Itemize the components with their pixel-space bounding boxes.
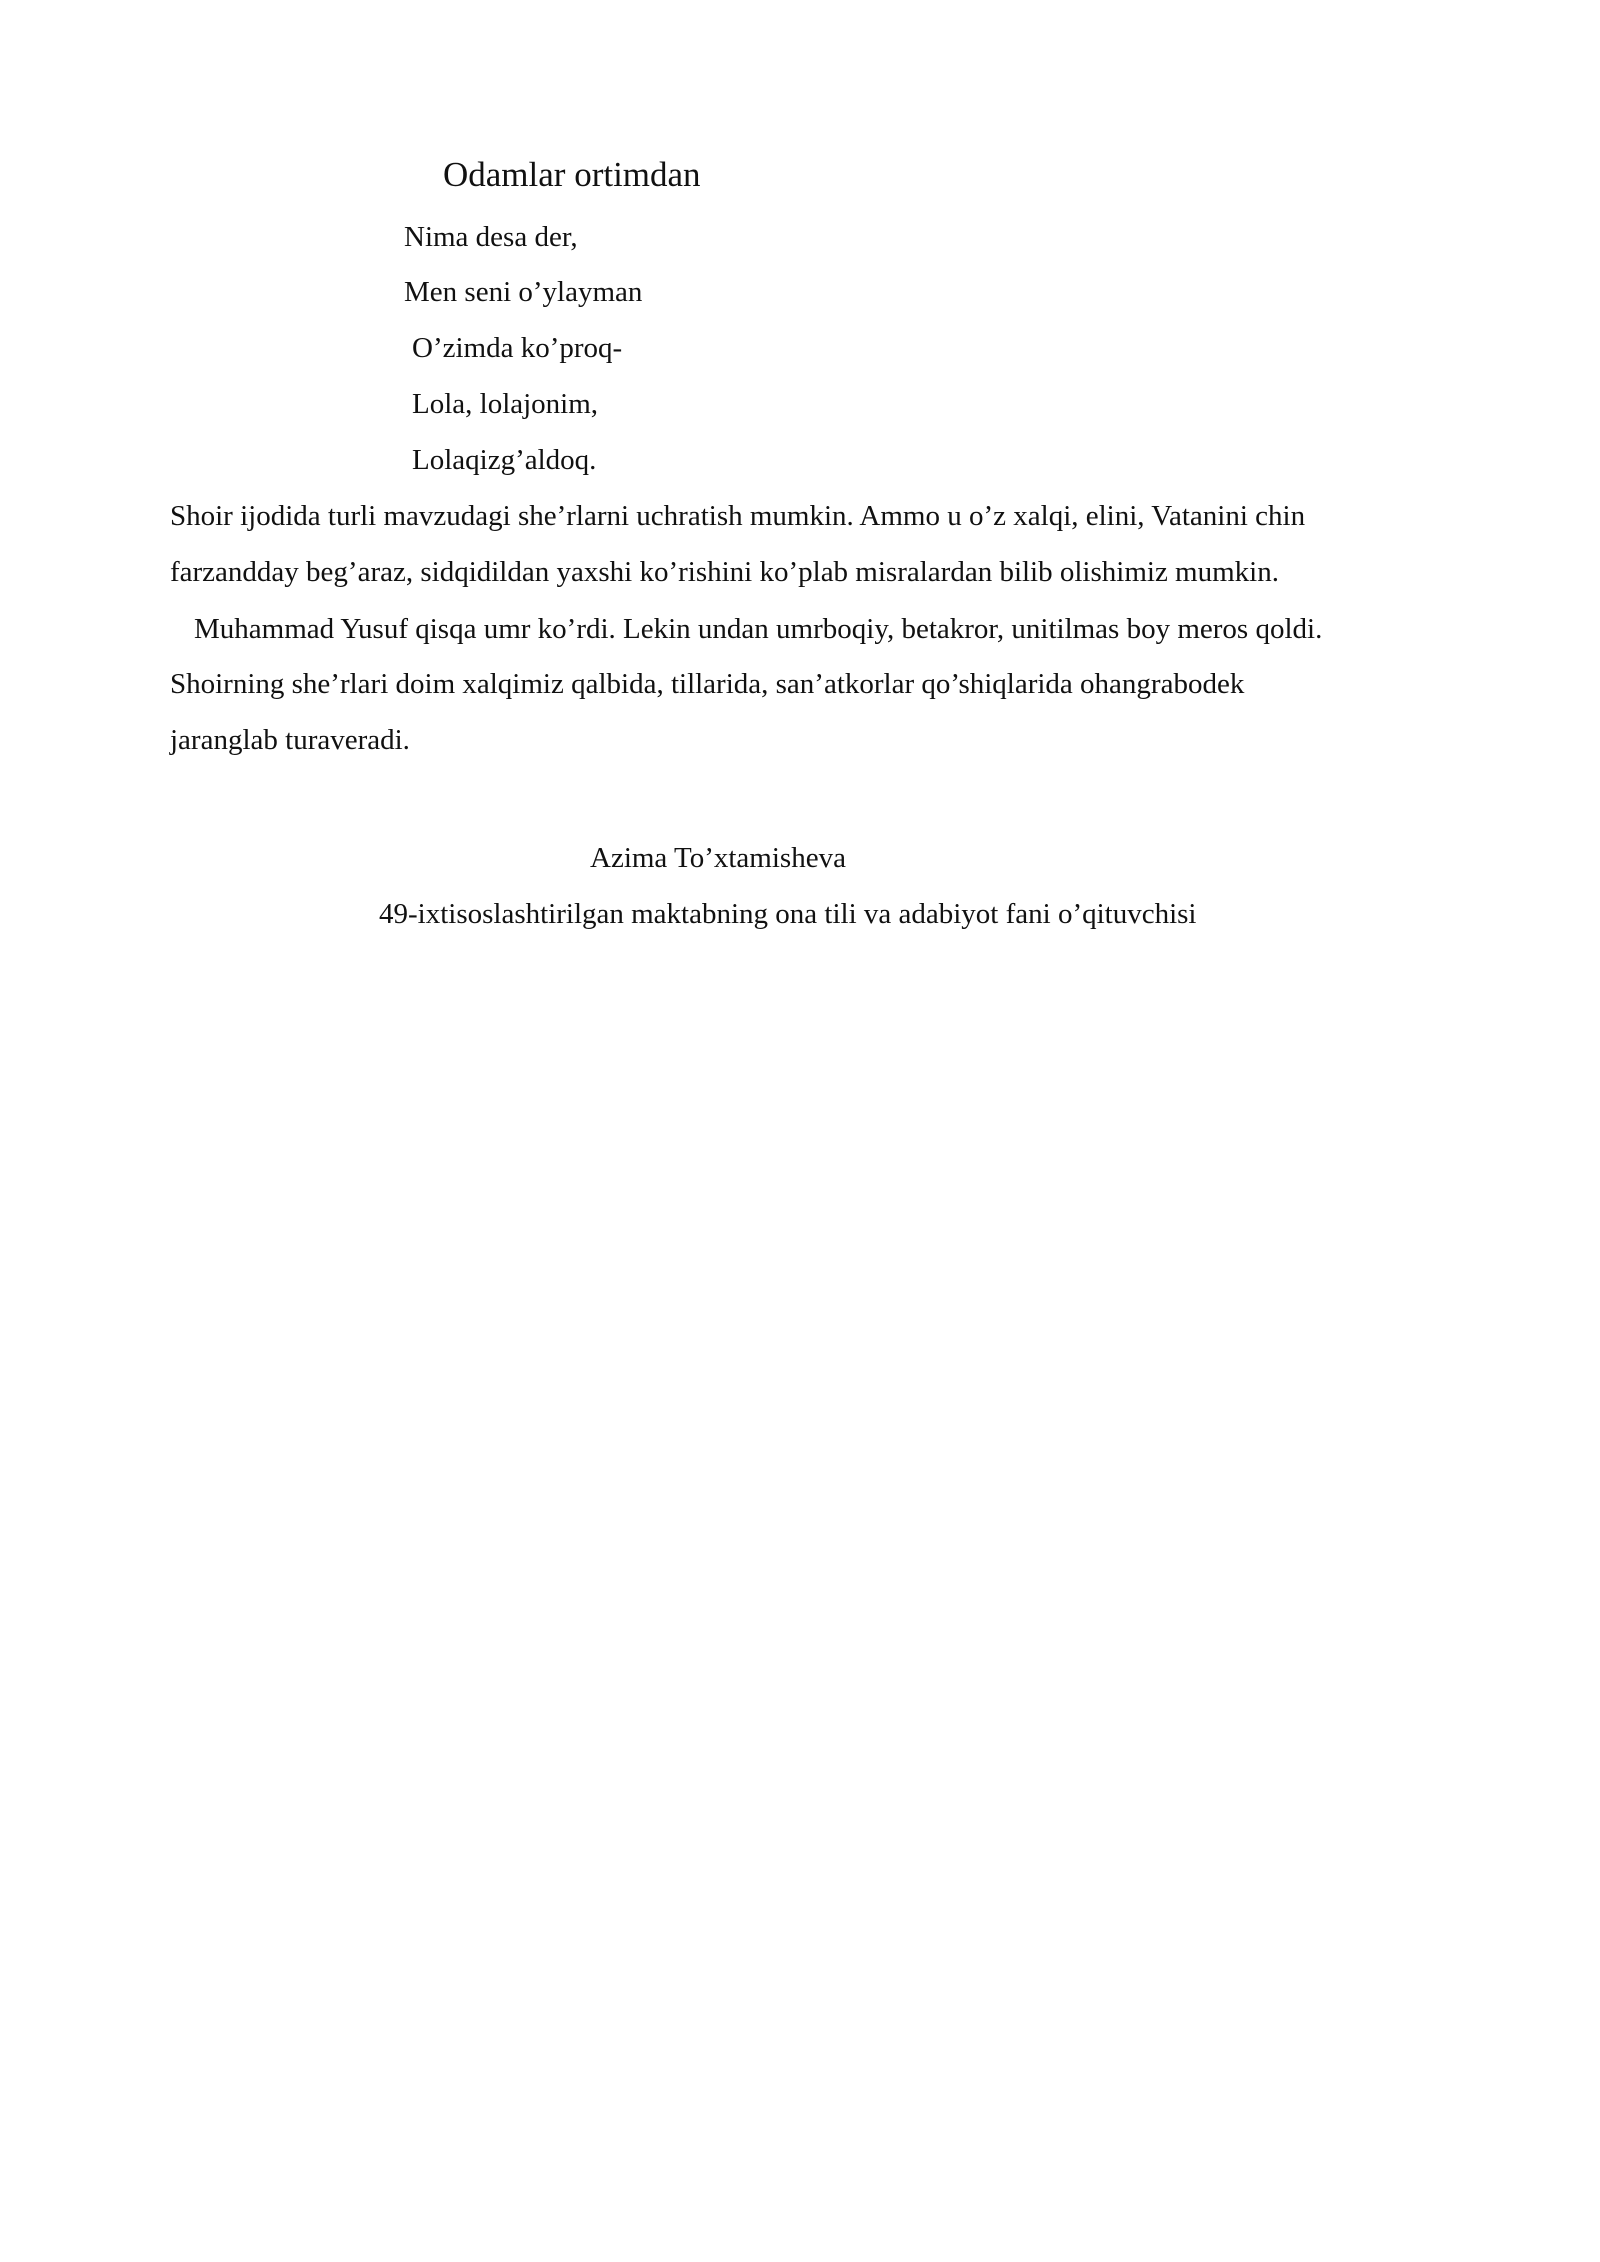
paragraph-line: Shoirning she’rlari doim xalqimiz qalbida, tillarida, san’atkorlar qo’shiqlarida ohangrabodek <box>170 668 1245 700</box>
poem-line: Lolaqizg’aldoq. <box>412 444 597 476</box>
poem-line: Men seni o’ylayman <box>404 276 643 308</box>
poem-line: O’zimda ko’proq- <box>412 332 623 364</box>
author-name: Azima To’xtamisheva <box>590 842 846 874</box>
paragraph-line: jaranglab turaveradi. <box>170 724 410 756</box>
poem-line: Nima desa der, <box>404 221 578 253</box>
poem-line: Lola, lolajonim, <box>412 388 599 420</box>
paragraph-line: Muhammad Yusuf qisqa umr ko’rdi. Lekin undan umrboqiy, betakror, unitilmas boy meros qoldi. <box>194 613 1323 645</box>
paragraph-line: farzandday beg’araz, sidqidildan yaxshi ko’rishini ko’plab misralardan bilib olishimiz mumkin. <box>170 556 1279 588</box>
paragraph-line: Shoir ijodida turli mavzudagi she’rlarni uchratish mumkin. Ammo u o’z xalqi, elini, Vatanini chin <box>170 500 1306 532</box>
author-position: 49-ixtisoslashtirilgan maktabning ona tili va adabiyot fani o’qituvchisi <box>379 898 1197 930</box>
poem-title: Odamlar ortimdan <box>443 155 701 194</box>
